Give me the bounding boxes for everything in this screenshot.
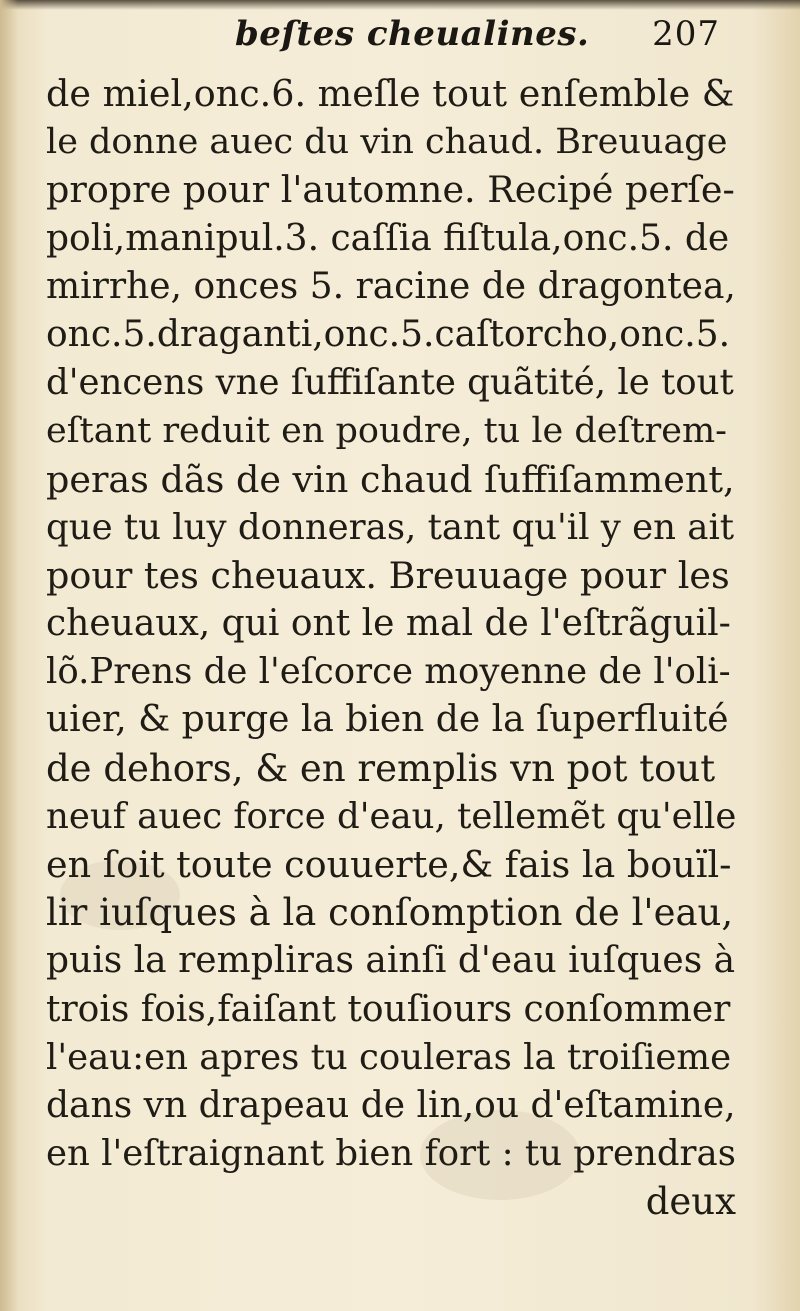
text-line: mirrhe, onces 5. racine de dragontea, [46,265,736,307]
text-line: neuf auec force d'eau, tellemẽt qu'elle [46,795,737,837]
text-line: de miel,onc.6. meſle tout enſemble & [46,72,735,115]
text-line: cheuaux, qui ont le mal de l'eſtrãguil- [46,603,731,645]
text-line: que tu luy donneras, tant qu'il y en ait [46,506,735,548]
catchword: deux [645,1180,736,1224]
page-header [40,14,720,66]
text-line: lõ.Prens de l'eſcorce moyenne de l'oli- [46,651,731,693]
text-line: de dehors, & en remplis vn pot tout [46,746,716,790]
text-line: eſtant reduit en poudre, tu le deſtrem- [46,411,727,452]
text-line: trois fois,faiſant touſiours conſommer [46,988,731,1030]
body-text [46,70,736,1227]
text-line: l'eau:en apres tu couleras la troiſieme [46,1036,732,1078]
page-gutter-shadow [0,0,18,1311]
text-line: lir iuſques à la conſomption de l'eau, [46,891,734,935]
text-line: uier, & purge la bien de la ſuperfluité [46,699,729,741]
text-line: onc.5.draganti,onc.5.caſtorcho,onc.5. [46,313,731,355]
text-line: en ſoit toute couuerte,& fais la bouïl- [46,843,732,886]
text-line: le donne auec du vin chaud. Breuuage [46,122,728,163]
text-line: pour tes cheuaux. Breuuage pour les [46,553,730,597]
page-number: 207 [652,14,720,54]
text-line: peras dãs de vin chaud ſuffiſamment, [46,457,735,501]
running-title: beſtes cheualines. [235,14,590,54]
text-line: propre pour l'automne. Recipé perſe- [46,168,735,212]
text-line: en l'eſtraignant bien fort : tu prendras [46,1133,736,1175]
text-line: poli,manipul.3. caſſia fiſtula,onc.5. de [46,217,730,259]
text-line: puis la rempliras ainſi d'eau iuſques à [46,940,736,982]
page-top-shadow [0,0,800,10]
text-line: d'encens vne ſuffiſante quãtité, le tout [46,362,734,404]
text-line: dans vn drapeau de lin,ou d'eſtamine, [46,1084,736,1126]
